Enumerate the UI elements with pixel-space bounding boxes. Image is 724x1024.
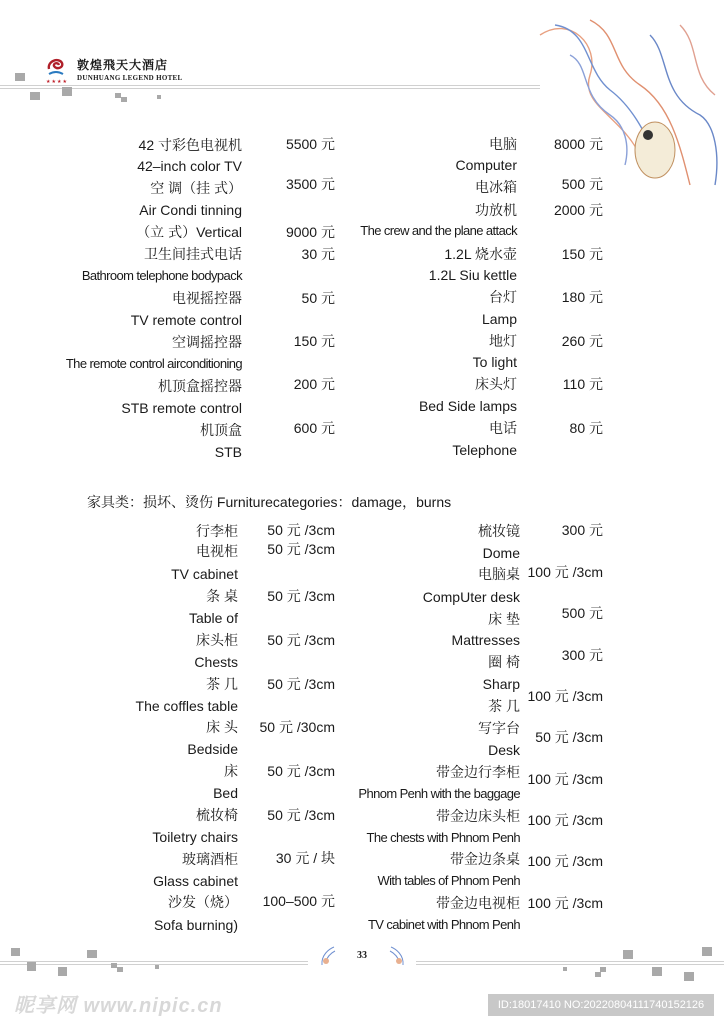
decor-square	[623, 950, 633, 959]
item-label: 电话	[489, 420, 517, 436]
item-price: 100 元 /3cm	[527, 564, 603, 580]
item-label: Bathroom telephone bodypack	[81, 268, 242, 283]
item-label: STB	[214, 444, 242, 460]
item-label: Mattresses	[451, 632, 520, 648]
item-label: 42 寸彩色电视机	[138, 137, 242, 153]
apsara-icon-right	[388, 945, 406, 967]
header-rule	[0, 88, 540, 89]
item-label: To light	[472, 354, 517, 370]
item-price: 50 元 /3cm	[267, 541, 335, 557]
footer-rule	[0, 961, 308, 962]
decor-square	[117, 967, 123, 972]
item-price: 100 元 /3cm	[527, 895, 603, 911]
item-label: 沙发（烧）	[168, 894, 238, 910]
item-price: 50 元 /3cm	[267, 676, 335, 692]
item-label: 茶 几	[488, 698, 520, 714]
item-price: 100 元 /3cm	[527, 688, 603, 704]
item-price: 500 元	[561, 605, 603, 621]
footer-rule	[416, 964, 724, 965]
item-label: 床	[224, 763, 238, 779]
decor-square	[684, 972, 694, 981]
item-label: 卫生间挂式电话	[144, 246, 242, 262]
item-label: 电脑	[489, 136, 517, 152]
item-label: Toiletry chairs	[152, 829, 238, 845]
item-price: 2000 元	[553, 202, 603, 218]
item-label: 电视柜	[196, 543, 238, 559]
item-label: 带金边行李柜	[436, 764, 520, 780]
item-label: 条 桌	[206, 588, 238, 604]
item-label: 行李柜	[196, 523, 238, 539]
item-label: TV cabinet	[171, 566, 238, 582]
item-price: 110 元	[562, 376, 603, 392]
hotel-stars: ★★★★	[46, 79, 68, 85]
item-label: With tables of Phnom Penh	[377, 873, 520, 888]
item-label: Bed	[213, 785, 238, 801]
item-label: 床 头	[206, 719, 238, 735]
watermark-logo: 昵享网 www.nipic.cn	[14, 995, 223, 1017]
decor-square	[702, 947, 712, 956]
item-label: 电脑桌	[478, 566, 520, 582]
item-price: 3500 元	[285, 176, 335, 192]
item-price: 80 元	[569, 420, 603, 436]
item-label: 机顶盒	[200, 422, 242, 438]
decor-square	[15, 73, 25, 81]
image-id-label: ID:18017410 NO:20220804111740152126	[488, 994, 714, 1016]
item-label: The crew and the plane attack	[360, 223, 517, 238]
item-label: Table of	[188, 610, 238, 626]
item-price: 150 元	[561, 246, 603, 262]
item-price: 50 元 /3cm	[267, 632, 335, 648]
item-price: 100 元 /3cm	[527, 812, 603, 828]
item-price: 50 元 /3cm	[267, 807, 335, 823]
decor-square	[87, 950, 97, 958]
hotel-name-en: DUNHUANG LEGEND HOTEL	[77, 74, 183, 82]
item-price: 300 元	[561, 647, 603, 663]
item-label: 带金边条桌	[450, 851, 520, 867]
item-price: 600 元	[293, 420, 335, 436]
item-label: TV cabinet with Phnom Penh	[367, 917, 520, 932]
item-price: 260 元	[561, 333, 603, 349]
item-label: Dome	[482, 545, 520, 561]
item-price: 8000 元	[553, 136, 603, 152]
item-label: STB remote control	[121, 400, 242, 416]
item-price: 100 元 /3cm	[527, 853, 603, 869]
item-price: 50 元 /3cm	[267, 522, 335, 538]
item-label: 玻璃酒柜	[182, 851, 238, 867]
item-price: 100 元 /3cm	[527, 771, 603, 787]
item-price: 50 元 /30cm	[259, 719, 335, 735]
item-price: 30 元 / 块	[275, 850, 335, 866]
item-label: Sofa burning)	[153, 917, 238, 933]
item-price: 100–500 元	[262, 893, 335, 909]
hotel-name-cn: 敦煌飛天大酒店	[77, 58, 169, 72]
item-label: Desk	[488, 742, 520, 758]
item-label: Sharp	[482, 676, 520, 692]
item-label: CompUter desk	[422, 589, 520, 605]
item-label: 圈 椅	[488, 654, 520, 670]
item-label: The coffles table	[135, 698, 238, 714]
item-label: 梳妆椅	[196, 807, 238, 823]
item-label: Lamp	[481, 311, 517, 327]
item-price: 30 元	[301, 246, 335, 262]
item-price: 150 元	[293, 333, 335, 349]
item-price: 300 元	[561, 522, 603, 538]
item-price: 50 元	[301, 290, 335, 306]
item-label: 梳妆镜	[478, 523, 520, 539]
decor-square	[27, 962, 36, 971]
decor-square	[595, 972, 601, 977]
decor-square	[157, 95, 161, 99]
item-label: 电冰箱	[475, 179, 517, 195]
decor-square	[652, 967, 662, 976]
logo-emblem-icon	[45, 57, 67, 79]
item-label: Glass cabinet	[153, 873, 238, 889]
decor-square	[62, 87, 72, 96]
item-label: Bedside	[187, 741, 238, 757]
item-price: 50 元 /3cm	[535, 729, 603, 745]
item-label: Phnom Penh with the baggage	[358, 786, 520, 801]
item-label: 床头柜	[196, 632, 238, 648]
item-label: 带金边电视柜	[436, 895, 520, 911]
decor-square	[155, 965, 159, 969]
item-label: 机顶盒摇控器	[158, 378, 242, 394]
apsara-illustration	[530, 15, 724, 190]
item-label: 1.2L 烧水壶	[444, 246, 517, 262]
item-label: 地灯	[489, 333, 517, 349]
item-label: Chests	[194, 654, 238, 670]
item-price: 200 元	[293, 376, 335, 392]
footer-rule	[0, 964, 308, 965]
item-label: 空调摇控器	[172, 334, 242, 350]
decor-square	[30, 92, 40, 100]
item-label: TV remote control	[130, 312, 242, 328]
item-label: 茶 几	[206, 676, 238, 692]
item-label: 1.2L Siu kettle	[428, 267, 517, 283]
item-label: 空 调（挂 式）	[150, 180, 242, 196]
decor-square	[58, 967, 67, 976]
item-price: 180 元	[561, 289, 603, 305]
page-number: 33	[357, 950, 367, 961]
item-price: 5500 元	[285, 136, 335, 152]
decor-square	[121, 97, 127, 102]
decor-square	[11, 948, 20, 956]
item-label: Bed Side lamps	[418, 398, 517, 414]
item-label: Air Condi tinning	[139, 202, 242, 218]
item-label: 电视摇控器	[172, 290, 242, 306]
item-label: 写字台	[478, 720, 520, 736]
item-price: 500 元	[561, 176, 603, 192]
item-label: 42–inch color TV	[137, 158, 242, 174]
item-label: Telephone	[452, 442, 517, 458]
item-label: The chests with Phnom Penh	[366, 830, 520, 845]
apsara-icon-left	[319, 945, 337, 967]
item-label: 带金边床头柜	[436, 808, 520, 824]
decor-square	[563, 967, 567, 971]
item-label: 床头灯	[475, 376, 517, 392]
item-label: The remote control airconditioning	[65, 356, 242, 371]
header-rule	[0, 85, 540, 86]
item-label: Computer	[455, 157, 517, 173]
furniture-heading: 家具类：损坏、烫伤 Furniturecategories：damage，burns	[87, 494, 452, 510]
item-label: 床 垫	[488, 611, 520, 627]
footer-rule	[416, 961, 724, 962]
item-price: 50 元 /3cm	[267, 763, 335, 779]
item-price: 50 元 /3cm	[267, 588, 335, 604]
item-price: 9000 元	[285, 224, 335, 240]
item-label: （立 式）Vertical	[136, 224, 242, 240]
item-label: 台灯	[489, 289, 517, 305]
item-label: 功放机	[475, 202, 517, 218]
